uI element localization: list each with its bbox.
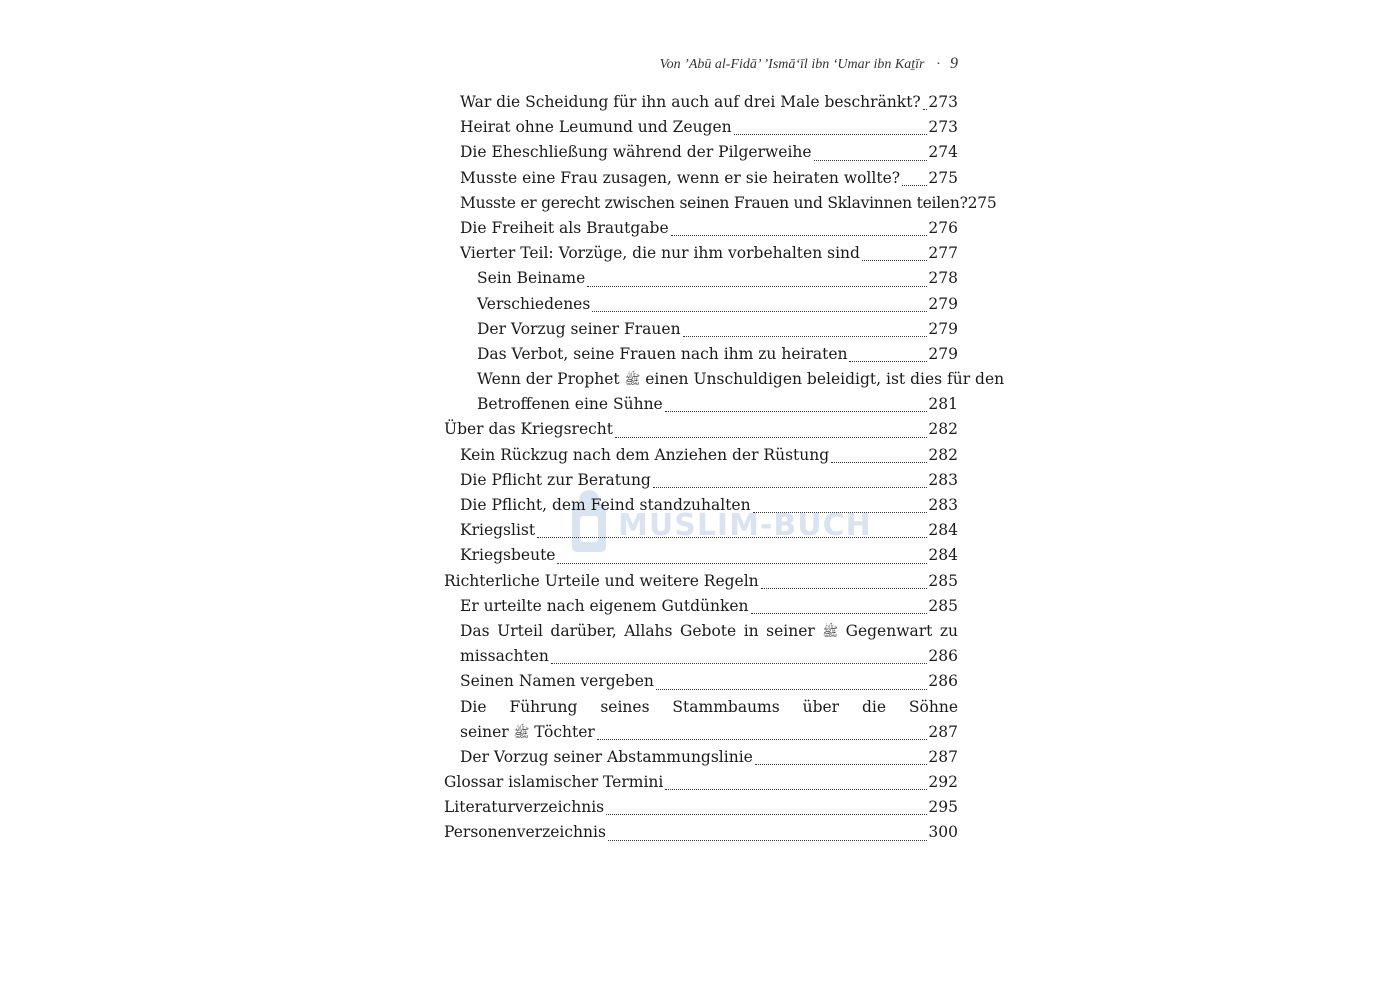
toc-entry-title-part: Wenn der Prophet — [477, 370, 620, 389]
toc-entry[interactable] — [444, 417, 958, 442]
toc-entry-wrapped[interactable] — [444, 619, 958, 644]
salawat-icon: ﷺ — [513, 725, 530, 741]
toc-entry[interactable] — [444, 468, 958, 493]
toc-entry[interactable] — [444, 342, 958, 367]
toc-entry-page: 292 — [928, 773, 958, 792]
dot-leader — [923, 109, 928, 110]
toc-entry-title: Glossar islamischer Termini — [444, 773, 664, 792]
toc-entry-title: Über das Kriegsrecht — [444, 420, 614, 439]
toc-entry-page: 300 — [928, 823, 958, 842]
toc-entry-title-part: seiner — [460, 722, 509, 741]
toc-entry[interactable] — [444, 493, 958, 518]
dot-leader — [902, 185, 927, 186]
toc-entry-page: 295 — [928, 798, 958, 817]
running-title: Von ’Abū al-Fidā’ ’Ismā‘īl ibn ‘Umar ibn Kaṯīr — [659, 57, 925, 72]
toc-entry-title: Die Eheschließung während der Pilgerweihe — [460, 143, 812, 162]
toc-entry[interactable] — [444, 770, 958, 795]
dot-leader — [551, 663, 928, 664]
toc-entry-title: Die Pflicht, dem Feind standzuhalten — [460, 496, 751, 514]
toc-entry-title: Heirat ohne Leumund und Zeugen — [460, 118, 732, 137]
toc-entry-title: Kein Rückzug nach dem Anziehen der Rüstung — [460, 445, 830, 464]
toc-entry-title-part: Betroffenen eine Sühne — [477, 395, 663, 414]
toc-entry[interactable] — [444, 745, 958, 770]
toc-entry-title: Musste eine Frau zusagen, wenn er sie heiraten wollte? — [460, 168, 901, 187]
toc-entry-page: 276 — [928, 218, 958, 237]
toc-entry-title: Das Verbot, seine Frauen nach ihm zu heiraten — [477, 344, 848, 363]
dot-leader — [606, 814, 927, 815]
toc-entry-title-part: Die Führung seines Stammbaums über die Söhne — [460, 697, 958, 716]
table-of-contents — [444, 90, 1005, 846]
page-number: 9 — [950, 55, 958, 72]
toc-entry-page: 287 — [928, 747, 958, 766]
toc-entry[interactable] — [444, 115, 958, 140]
toc-entry[interactable] — [444, 569, 958, 594]
toc-entry[interactable] — [444, 166, 958, 191]
toc-entry-page: 287 — [928, 722, 958, 741]
toc-entry-title: Musste er gerecht zwischen seinen Frauen und Sklavinnen teilen? — [460, 193, 968, 212]
dot-leader — [597, 739, 928, 740]
dot-leader — [665, 789, 927, 790]
toc-entry-page: 286 — [928, 647, 958, 666]
toc-entry-title: Personenverzeichnis — [444, 823, 606, 842]
toc-entry-page: 282 — [928, 420, 958, 439]
toc-entry[interactable] — [444, 140, 958, 165]
toc-entry-continuation[interactable] — [444, 392, 958, 417]
toc-entry-title: Er urteilte nach eigenem Gutdünken — [460, 596, 749, 615]
dot-leader — [608, 840, 927, 841]
dot-leader — [656, 689, 927, 690]
toc-entry[interactable] — [444, 443, 958, 468]
toc-entry-wrapped[interactable] — [444, 367, 1005, 392]
toc-entry-title: Kriegsbeute — [460, 546, 556, 565]
toc-entry[interactable] — [444, 820, 958, 845]
toc-entry-page: 277 — [928, 244, 958, 263]
toc-entry-page: 281 — [928, 395, 958, 414]
dot-leader — [671, 235, 928, 236]
toc-entry-continuation[interactable] — [444, 644, 958, 669]
toc-entry-title-part: Das Urteil darüber, Allahs Gebote in seiner — [460, 621, 815, 640]
dot-leader — [615, 437, 927, 438]
toc-entry-title: Die Freiheit als Brautgabe — [460, 218, 669, 237]
toc-entry-page: 286 — [928, 672, 958, 691]
dot-leader — [849, 361, 927, 362]
dot-leader — [862, 260, 927, 261]
toc-entry[interactable] — [444, 292, 958, 317]
toc-entry-title: Sein Beiname — [477, 269, 586, 288]
dot-leader — [751, 613, 928, 614]
toc-entry-title-part — [460, 720, 595, 746]
toc-entry-page: 279 — [928, 319, 958, 338]
dot-leader — [734, 134, 928, 135]
dot-leader — [761, 588, 928, 589]
dot-leader — [814, 160, 928, 161]
toc-entry[interactable] — [444, 191, 997, 216]
dot-leader — [755, 764, 928, 765]
toc-entry-title-part: Töchter — [534, 722, 595, 741]
toc-entry-page: 285 — [928, 571, 958, 590]
toc-entry-title: Kriegslist — [460, 521, 536, 540]
toc-entry-title: Vierter Teil: Vorzüge, die nur ihm vorbehalten sind — [460, 244, 860, 263]
toc-entry-page: 282 — [928, 445, 958, 464]
salawat-icon: ﷺ — [822, 624, 839, 640]
toc-entry[interactable] — [444, 543, 958, 568]
toc-entry-title: Der Vorzug seiner Frauen — [477, 319, 681, 338]
toc-entry[interactable] — [444, 266, 958, 291]
dot-leader — [831, 462, 927, 463]
toc-entry-continuation[interactable] — [444, 720, 958, 745]
dot-leader — [592, 311, 927, 312]
dot-leader — [557, 563, 927, 564]
toc-entry-page: 279 — [928, 344, 958, 363]
toc-entry-title-part: missachten — [460, 647, 549, 666]
watermark-text: MUSLIM-BUCH — [618, 508, 872, 543]
toc-entry-page: 273 — [928, 118, 958, 137]
toc-entry[interactable] — [444, 795, 958, 820]
toc-entry-title-part: Gegenwart zu — [845, 621, 958, 640]
toc-entry-title-part: einen Unschuldigen beleidigt, ist dies für den — [645, 370, 1005, 389]
toc-entry-page: 284 — [928, 546, 958, 565]
toc-entry-title: War die Scheidung für ihn auch auf drei Male beschränkt? — [460, 93, 921, 111]
toc-entry-page: 275 — [967, 193, 997, 212]
dot-leader — [683, 336, 928, 337]
toc-entry[interactable] — [444, 317, 958, 342]
toc-entry-page: 284 — [928, 521, 958, 540]
toc-entry[interactable] — [444, 594, 958, 619]
toc-entry[interactable] — [444, 241, 958, 266]
toc-entry[interactable] — [444, 518, 958, 543]
toc-entry-title: Richterliche Urteile und weitere Regeln — [444, 571, 759, 590]
toc-entry[interactable] — [444, 669, 958, 694]
dot-leader — [587, 286, 927, 287]
toc-entry-page: 274 — [928, 143, 958, 162]
toc-entry-wrapped[interactable] — [444, 695, 958, 720]
toc-entry-page: 285 — [928, 596, 958, 615]
salawat-icon: ﷺ — [624, 373, 641, 389]
toc-entry-title: Verschiedenes — [477, 294, 591, 313]
toc-entry-title: Literaturverzeichnis — [444, 798, 605, 817]
toc-entry-page: 275 — [928, 168, 958, 187]
toc-entry-page: 273 — [928, 93, 958, 111]
toc-entry-page: 283 — [928, 470, 958, 489]
running-header — [444, 55, 958, 75]
dot-leader — [665, 411, 928, 412]
toc-entry-title: Seinen Namen vergeben — [460, 672, 654, 691]
header-separator: · — [936, 57, 940, 72]
toc-entry-title: Die Pflicht zur Beratung — [460, 470, 651, 489]
dot-leader — [753, 512, 928, 513]
toc-entry-page: 278 — [928, 269, 958, 288]
toc-entry-title: Der Vorzug seiner Abstammungslinie — [460, 747, 753, 766]
toc-entry-page: 283 — [928, 496, 958, 514]
dot-leader — [653, 487, 928, 488]
dot-leader — [537, 537, 927, 538]
toc-entry-page: 279 — [928, 294, 958, 313]
toc-entry[interactable] — [444, 90, 958, 115]
toc-entry[interactable] — [444, 216, 958, 241]
